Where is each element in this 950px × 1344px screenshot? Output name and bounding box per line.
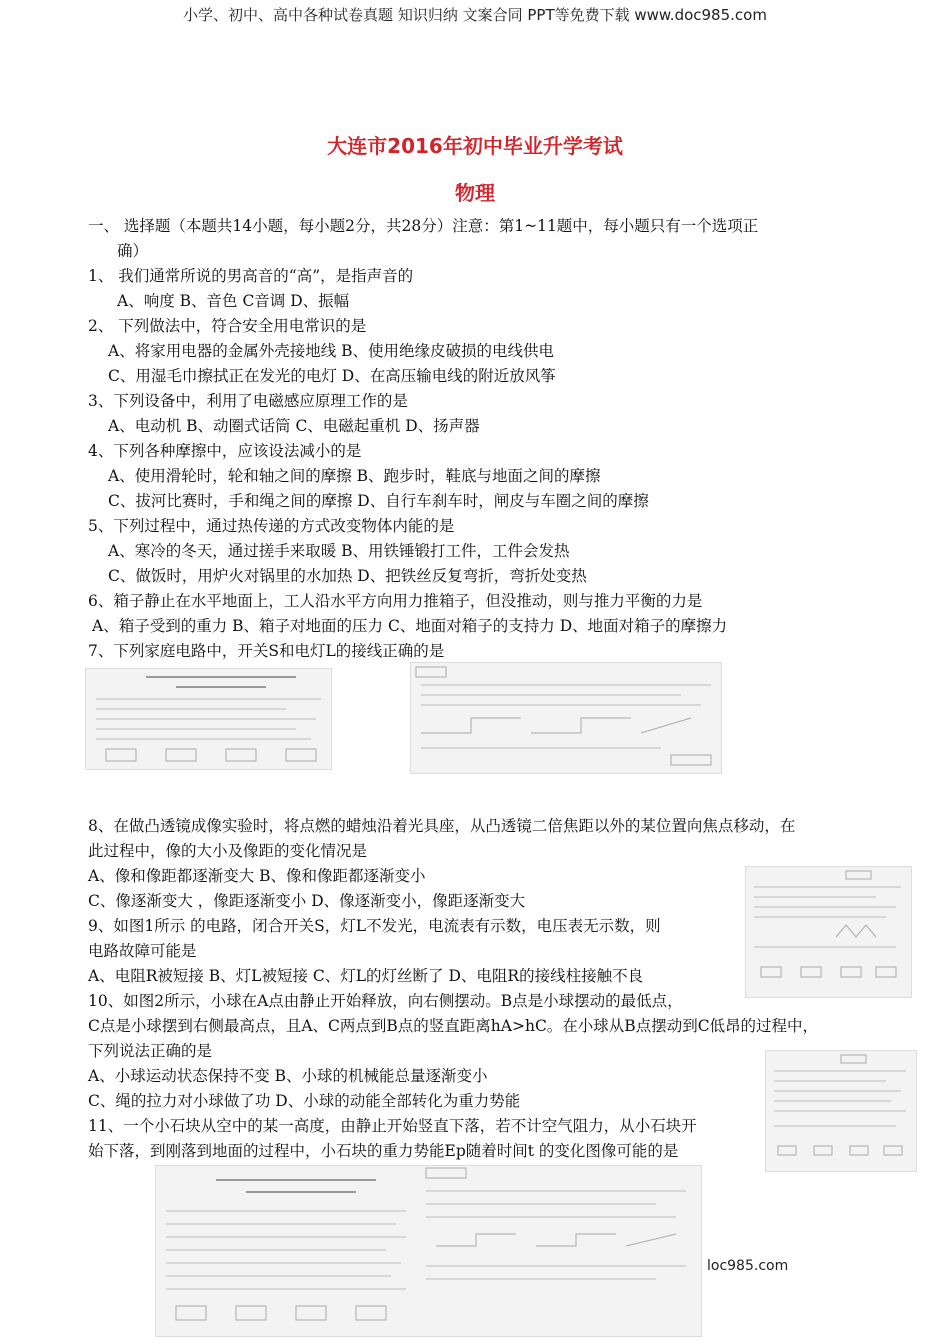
q6-options: A、箱子受到的重力 B、箱子对地面的压力 C、地面对箱子的支持力 D、地面对箱子的摩擦力 — [92, 617, 728, 635]
q7-scan-image-left — [85, 668, 332, 770]
q3-options: A、电动机 B、动圈式话筒 C、电磁起重机 D、扬声器 — [108, 417, 480, 435]
exam-subject: 物理 — [455, 181, 495, 205]
q10-stem-2: C点是小球摆到右侧最高点，且A、C两点到B点的竖直距离hA>hC。在小球从B点摆动到C低昂的过程中， — [88, 1017, 819, 1035]
q2-options-2: C、用湿毛巾擦拭正在发光的电灯 D、在高压输电线的附近放风筝 — [108, 367, 556, 385]
figure-2-scan-image — [765, 1050, 917, 1172]
q4-options-2: C、拔河比赛时，手和绳之间的摩擦 D、自行车刹车时，闸皮与车圈之间的摩擦 — [108, 492, 649, 510]
site-header: 小学、初中、高中各种试卷真题 知识归纳 文案合同 PPT等免费下载 www.doc985.com — [183, 6, 767, 24]
q1-stem: 1、 我们通常所说的男高音的“高”，是指声音的 — [88, 267, 414, 285]
q4-stem: 4、下列各种摩擦中，应该设法减小的是 — [88, 442, 362, 460]
q5-options-2: C、做饭时，用炉火对锅里的水加热 D、把铁丝反复弯折，弯折处变热 — [108, 567, 587, 585]
q6-stem: 6、箱子静止在水平地面上，工人沿水平方向用力推箱子，但没推动，则与推力平衡的力是 — [88, 592, 703, 610]
q9-stem-2: 电路故障可能是 — [88, 942, 197, 960]
q11-stem-2: 始下落，到刚落到地面的过程中，小石块的重力势能Ep随着时间t 的变化图像可能的是 — [88, 1142, 679, 1160]
q5-stem: 5、下列过程中，通过热传递的方式改变物体内能的是 — [88, 517, 455, 535]
q7-stem: 7、下列家庭电路中，开关S和电灯L的接线正确的是 — [88, 642, 445, 660]
q3-stem: 3、下列设备中，利用了电磁感应原理工作的是 — [88, 392, 408, 410]
q10-stem-1: 10、如图2所示，小球在A点由静止开始释放，向右侧摆动。B点是小球摆动的最低点， — [88, 992, 683, 1010]
section-heading: 一、 选择题（本题共14小题，每小题2分，共28分）注意：第1~11题中，每小题只有一个选项正 — [88, 217, 759, 235]
q5-options-1: A、寒冷的冬天，通过搓手来取暖 B、用铁锤锻打工件，工件会发热 — [108, 542, 570, 560]
q11-stem-1: 11、一个小石块从空中的某一高度，由静止开始竖直下落，若不计空气阻力，从小石块开 — [88, 1117, 697, 1135]
q10-stem-3: 下列说法正确的是 — [88, 1042, 213, 1060]
q10-options-1: A、小球运动状态保持不变 B、小球的机械能总量逐渐变小 — [88, 1067, 488, 1085]
q4-options-1: A、使用滑轮时，轮和轴之间的摩擦 B、跑步时，鞋底与地面之间的摩擦 — [108, 467, 601, 485]
exam-title: 大连市2016年初中毕业升学考试 — [327, 134, 623, 158]
q11-scan-image — [155, 1165, 702, 1337]
section-heading-cont: 确） — [117, 242, 149, 260]
q2-stem: 2、 下列做法中，符合安全用电常识的是 — [88, 317, 367, 335]
q9-options: A、电阻R被短接 B、灯L被短接 C、灯L的灯丝断了 D、电阻R的接线柱接触不良 — [88, 967, 644, 985]
q8-stem-2: 此过程中，像的大小及像距的变化情况是 — [88, 842, 368, 860]
footer-link[interactable]: loc985.com — [707, 1258, 789, 1274]
q8-stem-1: 8、在做凸透镜成像实验时，将点燃的蜡烛沿着光具座，从凸透镜二倍焦距以外的某位置向焦点移动，在 — [88, 817, 796, 835]
q1-options: A、响度 B、音色 C音调 D、振幅 — [117, 292, 350, 310]
q8-options-1: A、像和像距都逐渐变大 B、像和像距都逐渐变小 — [88, 867, 426, 885]
q7-scan-image-right — [410, 662, 722, 774]
q10-options-2: C、绳的拉力对小球做了功 D、小球的动能全部转化为重力势能 — [88, 1092, 521, 1110]
q9-stem-1: 9、如图1所示 的电路，闭合开关S，灯L不发光，电流表有示数，电压表无示数，则 — [88, 917, 661, 935]
q2-options-1: A、将家用电器的金属外壳接地线 B、使用绝缘皮破损的电线供电 — [108, 342, 555, 360]
figure-1-scan-image — [745, 866, 912, 998]
q8-options-2: C、像逐渐变大 ，像距逐渐变小 D、像逐渐变小，像距逐渐变大 — [88, 892, 526, 910]
